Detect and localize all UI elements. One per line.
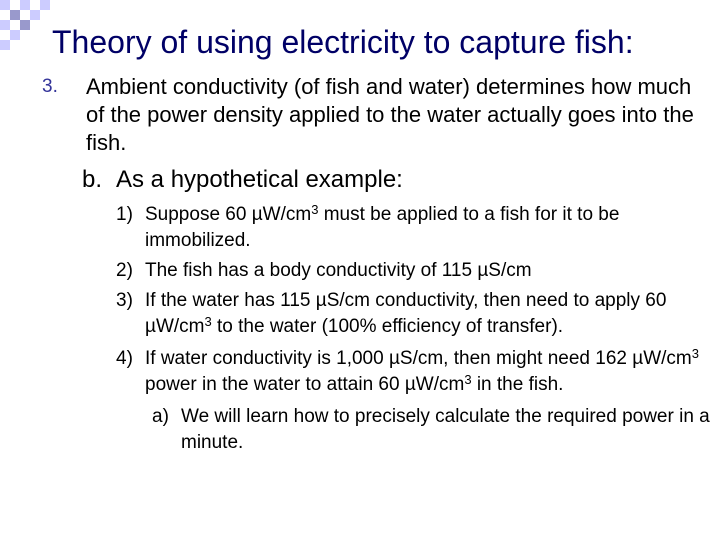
deco-square: [0, 20, 10, 30]
point-b-number: b.: [82, 166, 103, 193]
point-a-text: We will learn how to precisely calculate the required power in a minute.: [181, 406, 710, 453]
sub-item-3-number: 3): [116, 290, 133, 311]
text-segment: Suppose 60 µW/cm: [145, 204, 312, 225]
point-a: [152, 404, 712, 456]
sub-item-4-text: [145, 346, 716, 398]
sub-item-1-text: [145, 202, 716, 254]
text-segment: power in the water to attain 60 µW/cm: [145, 374, 465, 395]
sub-item-2-text: [145, 258, 716, 284]
point-3-number: 3.: [42, 76, 58, 97]
deco-square: [40, 0, 50, 10]
sub-item-2: [116, 258, 716, 284]
deco-square: [30, 10, 40, 20]
superscript: 3: [311, 202, 319, 217]
superscript: 3: [204, 314, 212, 329]
sub-item-4: [116, 346, 716, 398]
text-segment: If the water has 115 µS/cm conductivity, then need to apply 60 µW/cm: [145, 290, 667, 337]
text-segment: to the water (100% efficiency of transfer).: [211, 316, 564, 337]
deco-square: [20, 20, 30, 30]
point-3: [42, 73, 702, 157]
deco-square: [20, 0, 30, 10]
deco-square: [0, 40, 10, 50]
deco-square: [10, 30, 20, 40]
superscript: 3: [691, 346, 699, 361]
text-segment: must be applied to a fish for it to be immobilized.: [145, 204, 620, 251]
deco-square: [0, 0, 10, 10]
slide-title: Theory of using electricity to capture fish:: [52, 24, 634, 60]
text-segment: in the fish.: [471, 374, 564, 395]
point-3-text: Ambient conductivity (of fish and water) determines how much of the power density applied to the water actually goes into the fish.: [86, 74, 694, 155]
corner-decoration: [0, 0, 60, 50]
deco-square: [10, 10, 20, 20]
text-segment: The fish has a body conductivity of 115 µS/cm: [145, 260, 532, 281]
point-b: [82, 164, 403, 196]
sub-item-3-text: [145, 288, 716, 340]
sub-item-1: [116, 202, 716, 254]
text-segment: If water conductivity is 1,000 µS/cm, then might need 162 µW/cm: [145, 348, 692, 369]
superscript: 3: [464, 372, 472, 387]
sub-item-1-number: 1): [116, 204, 133, 225]
point-a-number: a): [152, 406, 169, 427]
sub-item-3: [116, 288, 716, 340]
sub-item-4-number: 4): [116, 348, 133, 369]
point-b-text: As a hypothetical example:: [116, 166, 403, 193]
sub-item-2-number: 2): [116, 260, 133, 281]
